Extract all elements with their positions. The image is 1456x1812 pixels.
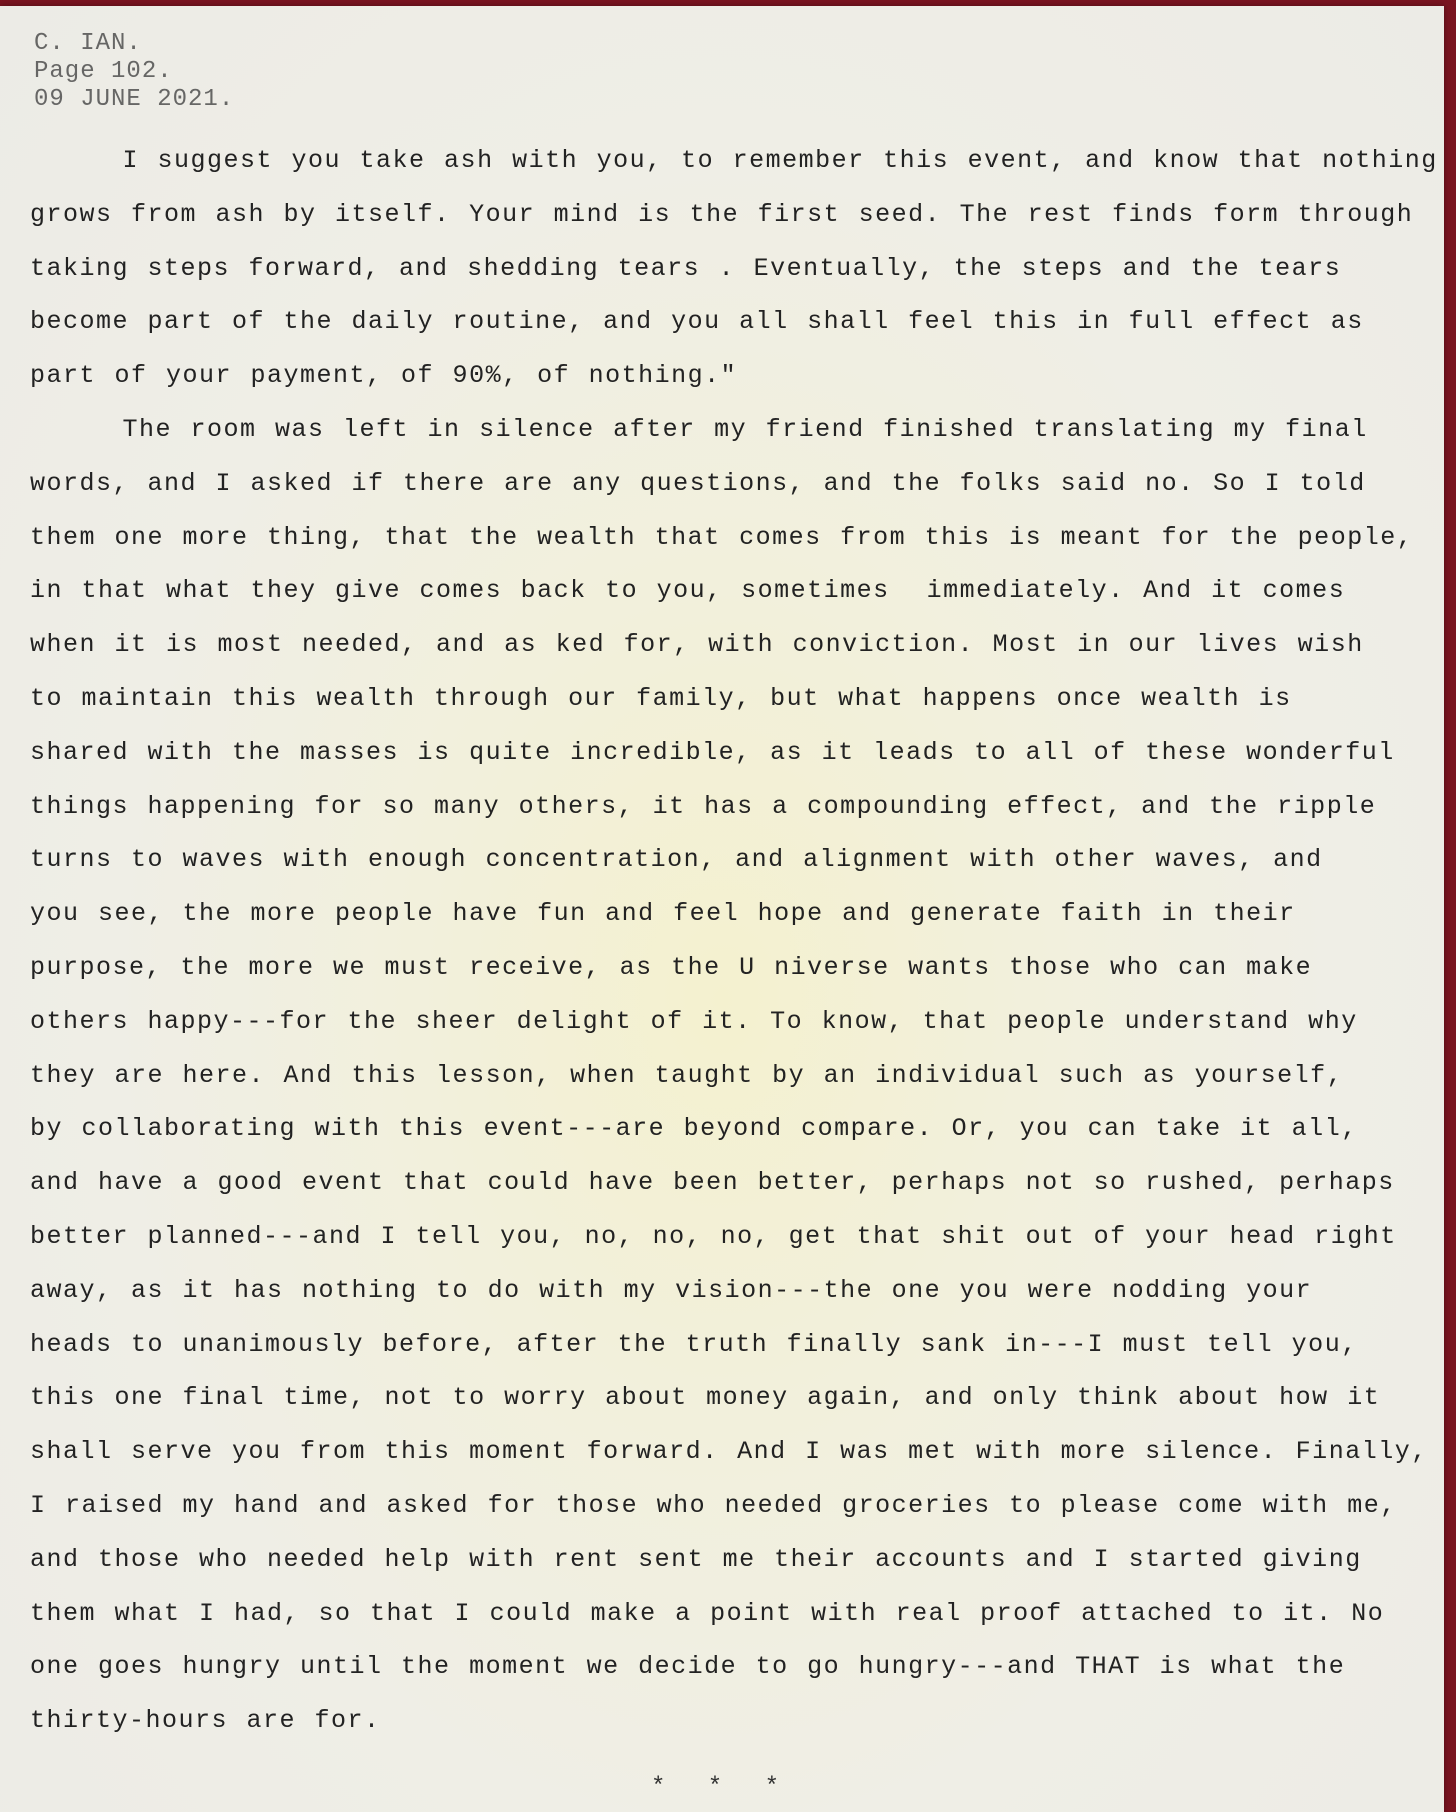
text-line: you see, the more people have fun and feel hope and generate faith in their	[30, 899, 1296, 929]
text-line: and those who needed help with rent sent me their accounts and I started giving	[30, 1544, 1362, 1574]
text-line: thirty-hours are for.	[30, 1706, 381, 1736]
text-line: this one final time, not to worry about money again, and only think about how it	[30, 1383, 1381, 1413]
text-line: words, and I asked if there are any questions, and the folks said no. So I told	[30, 468, 1366, 498]
text-line: better planned---and I tell you, no, no, no, get that shit out of your head right	[30, 1221, 1397, 1251]
page-body	[30, 134, 1438, 1748]
text-line: by collaborating with this event---are beyond compare. Or, you can take it all,	[30, 1114, 1358, 1144]
section-divider: * * *	[650, 1774, 793, 1801]
text-line: part of your payment, of 90%, of nothing."	[30, 361, 738, 391]
text-line: and have a good event that could have been better, perhaps not so rushed, perhaps	[30, 1168, 1395, 1198]
text-line: taking steps forward, and shedding tears . Eventually, the steps and the tears	[30, 253, 1342, 283]
text-line: shall serve you from this moment forward. And I was met with more silence. Finally,	[30, 1437, 1428, 1467]
typewritten-page	[0, 6, 1444, 1812]
text-line: become part of the daily routine, and you all shall feel this in full effect as	[30, 307, 1364, 337]
text-line: to maintain this wealth through our family, but what happens once wealth is	[30, 683, 1292, 713]
text-line: grows from ash by itself. Your mind is the first seed. The rest finds form through	[30, 199, 1414, 229]
text-line: purpose, the more we must receive, as the U niverse wants those who can make	[30, 952, 1313, 982]
text-line: I raised my hand and asked for those who needed groceries to please come with me,	[30, 1490, 1397, 1520]
text-line: turns to waves with enough concentration, and alignment with other waves, and	[30, 845, 1323, 875]
header-author: C. IAN.	[34, 30, 142, 57]
header-page-number: Page 102.	[34, 58, 173, 85]
text-line: away, as it has nothing to do with my vision---the one you were nodding your	[30, 1275, 1313, 1305]
text-line: others happy---for the sheer delight of it. To know, that people understand why	[30, 1006, 1358, 1036]
header-date: 09 JUNE 2021.	[34, 86, 235, 113]
text-line: I suggest you take ash with you, to remember this event, and know that nothing	[30, 146, 1438, 175]
text-line: them what I had, so that I could make a point with real proof attached to it. No	[30, 1598, 1385, 1628]
text-line: The room was left in silence after my friend finished translating my final	[30, 414, 1368, 444]
text-line: in that what they give comes back to you, sometimes immediately. And it comes	[30, 576, 1346, 606]
text-line: shared with the masses is quite incredible, as it leads to all of these wonderful	[30, 737, 1395, 767]
text-line: they are here. And this lesson, when taught by an individual such as yourself,	[30, 1060, 1344, 1090]
text-line: things happening for so many others, it has a compounding effect, and the ripple	[30, 791, 1377, 821]
text-line: heads to unanimously before, after the truth finally sank in---I must tell you,	[30, 1329, 1358, 1359]
text-line: when it is most needed, and as ked for, with conviction. Most in our lives wish	[30, 630, 1364, 660]
page-header	[34, 30, 234, 114]
text-line: one goes hungry until the moment we decide to go hungry---and THAT is what the	[30, 1652, 1346, 1682]
text-line: them one more thing, that the wealth that comes from this is meant for the people,	[30, 522, 1414, 552]
